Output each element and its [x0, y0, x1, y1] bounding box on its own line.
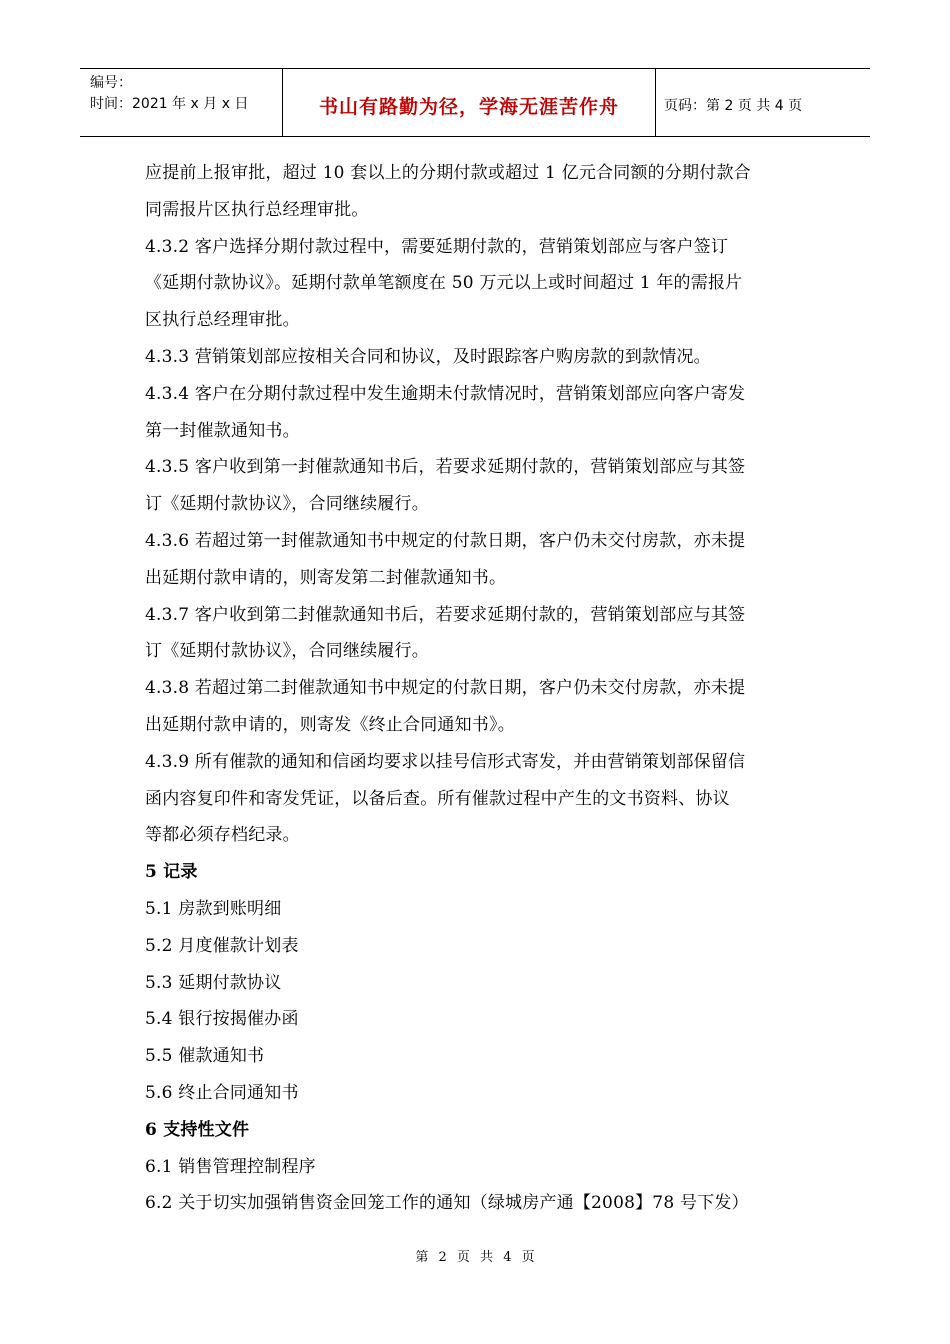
body-text-line: 同需报片区执行总经理审批。: [145, 199, 369, 220]
body-text-line: 区执行总经理审批。: [145, 310, 300, 331]
header-info-cell: [80, 69, 283, 136]
header-page-cell: [656, 69, 870, 136]
header-motto: 书山有路勤为径，学海无涯苦作舟: [318, 96, 619, 118]
body-text-line: 等都必须存档纪录。: [145, 825, 300, 846]
document-time-label: 时间：2021 年 x 月 x 日: [90, 96, 249, 112]
header-page-number: 页码：第 2 页 共 4 页: [664, 98, 803, 114]
body-text-line: 4.3.2 客户选择分期付款过程中，需要延期付款的，营销策划部应与客户签订: [145, 236, 729, 257]
body-text-line: 出延期付款申请的，则寄发《终止合同通知书》。: [145, 714, 515, 735]
body-text-line: 订《延期付款协议》，合同继续履行。: [145, 641, 429, 662]
section-heading: 6 支持性文件: [145, 1119, 250, 1140]
body-text-line: 4.3.9 所有催款的通知和信函均要求以挂号信形式寄发，并由营销策划部保留信: [145, 751, 746, 772]
body-text-line: 6.1 销售管理控制程序: [145, 1156, 316, 1177]
body-text-line: 4.3.8 若超过第二封催款通知书中规定的付款日期，客户仍未交付房款，亦未提: [145, 678, 746, 699]
body-text-line: 函内容复印件和寄发凭证，以备后查。所有催款过程中产生的文书资料、协议: [145, 788, 730, 809]
body-text-line: 订《延期付款协议》，合同继续履行。: [145, 494, 429, 515]
body-text-line: 4.3.3 营销策划部应按相关合同和协议，及时跟踪客户购房款的到款情况。: [145, 346, 711, 367]
body-text-line: 第一封催款通知书。: [145, 420, 300, 441]
body-text-line: 6.2 关于切实加强销售资金回笼工作的通知（绿城房产通【2008】78 号下发）: [145, 1193, 749, 1214]
document-header: [80, 68, 870, 137]
body-text-line: 5.2 月度催款计划表: [145, 935, 299, 956]
page-footer: 第 2 页 共 4 页: [415, 1250, 535, 1265]
section-heading: 5 记录: [145, 862, 198, 883]
document-body: [145, 155, 815, 1222]
body-text-line: 《延期付款协议》。延期付款单笔额度在 50 万元以上或时间超过 1 年的需报片: [145, 273, 743, 294]
header-motto-cell: [283, 69, 656, 136]
body-text-line: 4.3.6 若超过第一封催款通知书中规定的付款日期，客户仍未交付房款，亦未提: [145, 530, 746, 551]
body-text-line: 5.4 银行按揭催办函: [145, 1009, 299, 1030]
body-text-line: 出延期付款申请的，则寄发第二封催款通知书。: [145, 567, 507, 588]
body-text-line: 4.3.5 客户收到第一封催款通知书后，若要求延期付款的，营销策划部应与其签: [145, 457, 746, 478]
body-text-line: 4.3.4 客户在分期付款过程中发生逾期未付款情况时，营销策划部应向客户寄发: [145, 383, 746, 404]
body-text-line: 5.1 房款到账明细: [145, 898, 282, 919]
body-text-line: 5.5 催款通知书: [145, 1046, 265, 1067]
body-text-line: 应提前上报审批，超过 10 套以上的分期付款或超过 1 亿元合同额的分期付款合: [145, 163, 751, 183]
body-text-line: 5.6 终止合同通知书: [145, 1082, 299, 1103]
body-text-line: 5.3 延期付款协议: [145, 972, 282, 993]
body-text-line: 4.3.7 客户收到第二封催款通知书后，若要求延期付款的，营销策划部应与其签: [145, 604, 746, 625]
document-number-label: 编号：: [90, 75, 132, 91]
